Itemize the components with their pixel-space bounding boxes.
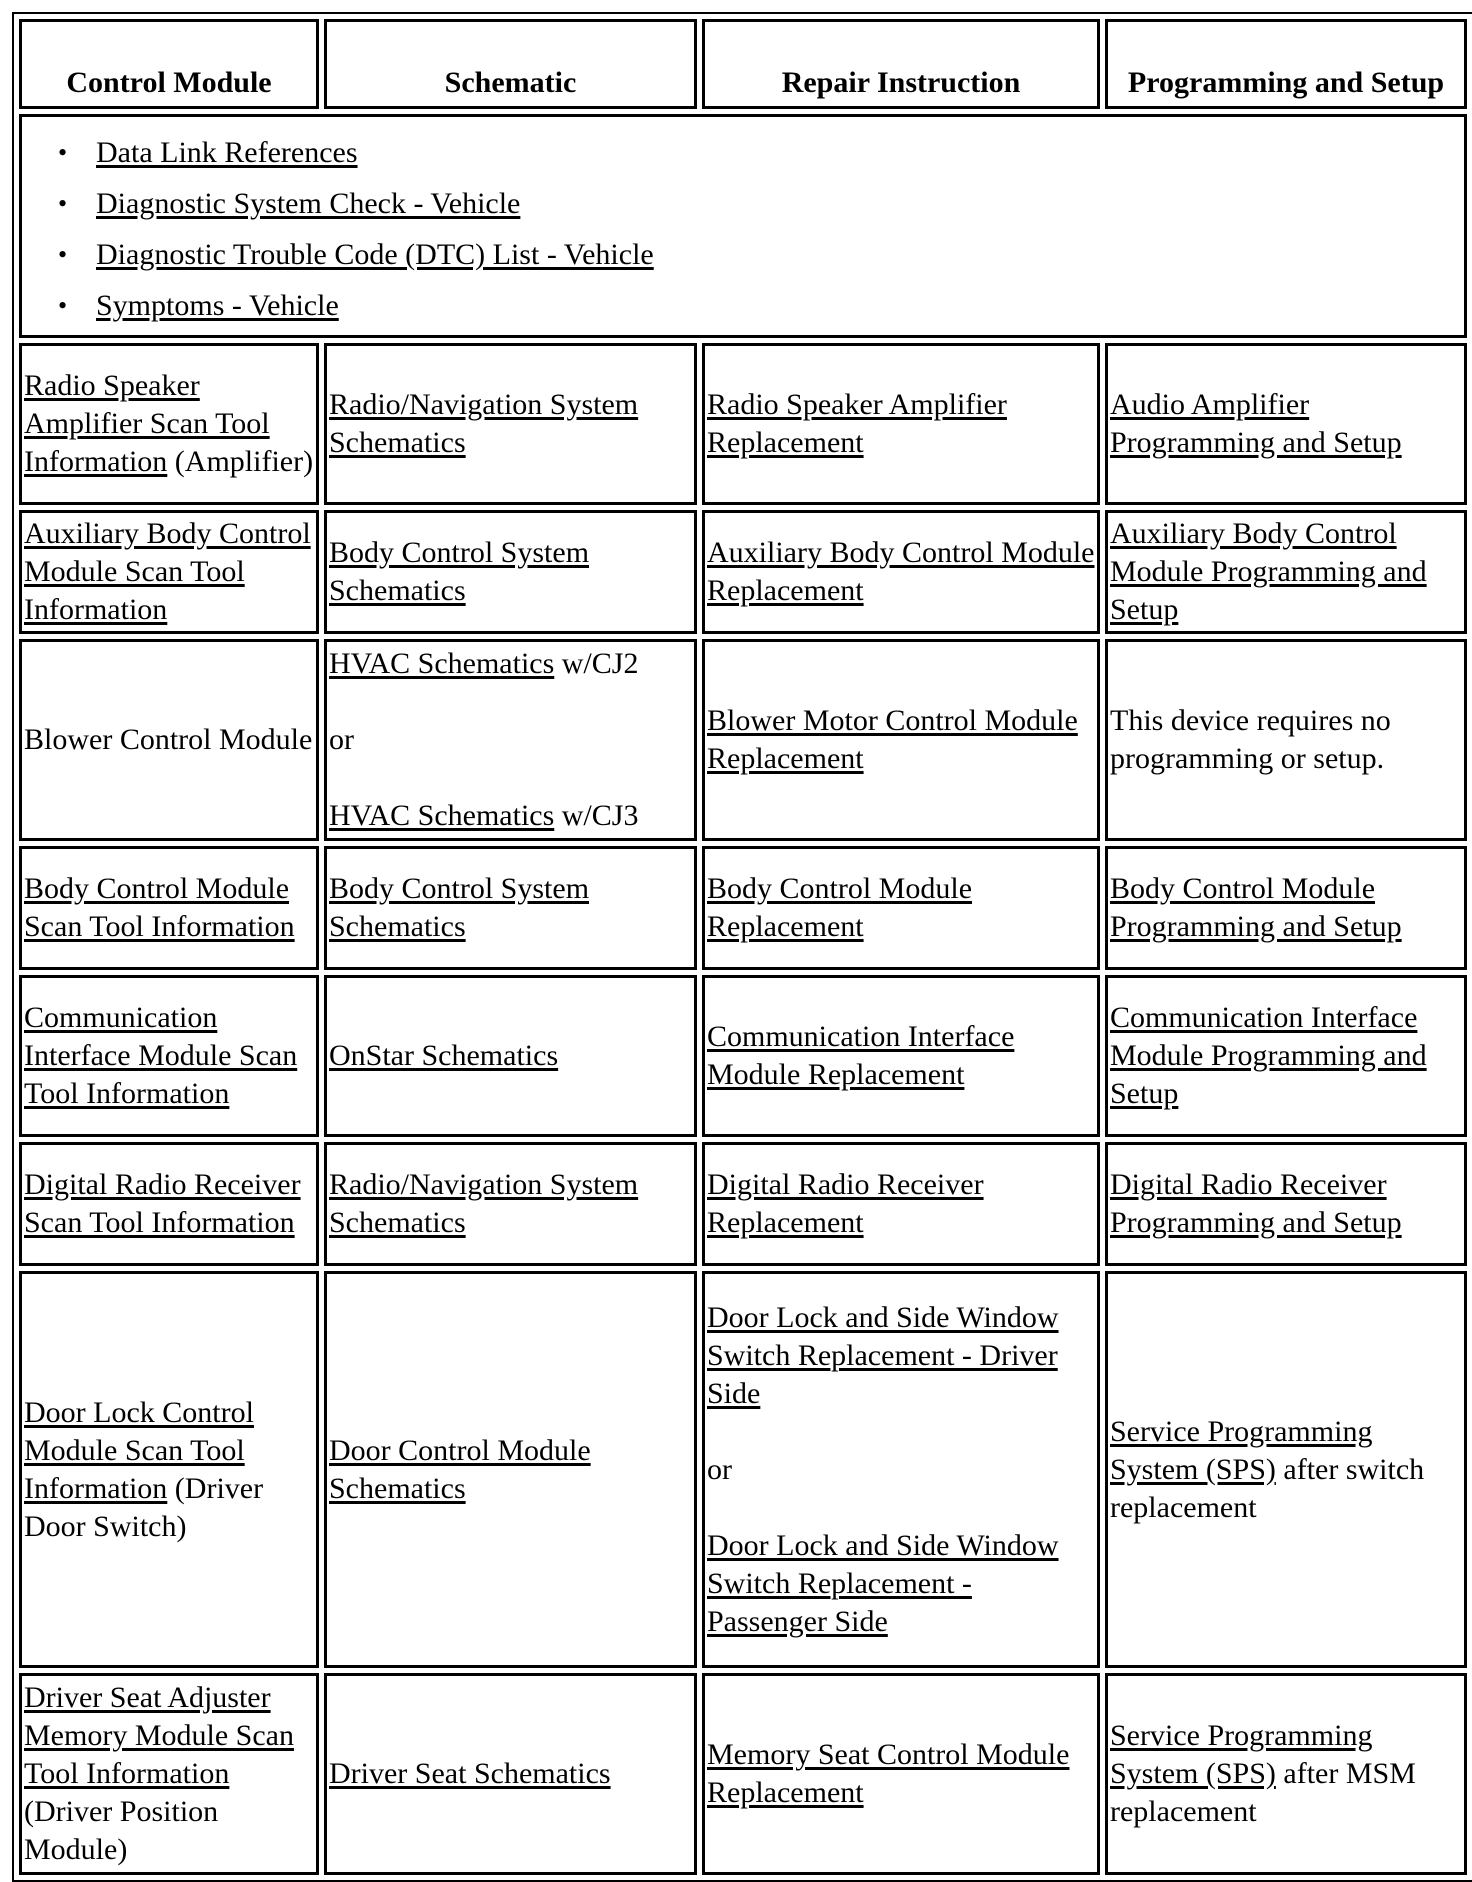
module-link[interactable]: Door Lock Control Module Scan Tool Information (24, 1395, 254, 1505)
symptoms-link[interactable]: Symptoms - Vehicle (96, 289, 339, 322)
repair-link[interactable]: Blower Motor Control Module Replacement (707, 704, 1078, 775)
module-cell (19, 343, 319, 505)
module-cell (19, 1142, 319, 1266)
bullet-icon: • (58, 189, 68, 218)
schematic-cell (324, 639, 697, 841)
reference-list (22, 117, 1464, 335)
spacer (329, 683, 692, 721)
list-item (60, 280, 1464, 331)
module-cell (19, 975, 319, 1137)
spacer (707, 1489, 1095, 1527)
table-row (19, 1673, 1467, 1875)
programming-link[interactable]: Digital Radio Receiver Programming and Setup (1110, 1168, 1402, 1239)
schematic-cell (324, 510, 697, 634)
programming-cell (1105, 975, 1467, 1137)
repair-link[interactable]: Body Control Module Replacement (707, 872, 973, 943)
table-row (19, 510, 1467, 634)
schematic-link[interactable]: Body Control System Schematics (329, 872, 590, 943)
programming-cell (1105, 639, 1467, 841)
programming-cell (1105, 343, 1467, 505)
repair-cell (702, 639, 1100, 841)
schematic-link[interactable]: HVAC Schematics (329, 799, 555, 832)
table-row (19, 975, 1467, 1137)
schematic-suffix: w/CJ3 (561, 799, 639, 832)
schematic-link[interactable]: HVAC Schematics (329, 647, 555, 680)
schematic-cell (324, 1673, 697, 1875)
header-schematic: Schematic (324, 19, 697, 109)
module-note: (Driver Position Module) (24, 1795, 219, 1866)
schematic-cell (324, 343, 697, 505)
schematic-link[interactable]: Body Control System Schematics (329, 536, 590, 607)
header-repair-instruction: Repair Instruction (702, 19, 1100, 109)
control-module-table (12, 12, 1472, 1882)
repair-link[interactable]: Memory Seat Control Module Replacement (707, 1738, 1070, 1809)
spacer (707, 1413, 1095, 1451)
module-link[interactable]: Radio Speaker Amplifier Scan Tool Information (24, 369, 270, 478)
header-control-module: Control Module (19, 19, 319, 109)
repair-link[interactable]: Auxiliary Body Control Module Replacement (707, 536, 1095, 607)
schematic-link[interactable]: Radio/Navigation System Schematics (329, 1168, 639, 1239)
repair-link[interactable]: Door Lock and Side Window Switch Replacement - Passenger Side (707, 1528, 1059, 1638)
list-item (60, 229, 1464, 280)
module-link[interactable]: Communication Interface Module Scan Tool Information (24, 1001, 298, 1110)
repair-cell (702, 846, 1100, 970)
programming-link[interactable]: Service Programming System (SPS) (1110, 1719, 1373, 1790)
module-note: (Amplifier) (174, 445, 314, 478)
repair-cell (702, 1673, 1100, 1875)
repair-cell (702, 510, 1100, 634)
module-link[interactable]: Auxiliary Body Control Module Scan Tool Information (24, 517, 311, 626)
table-row (19, 1271, 1467, 1668)
module-link[interactable]: Digital Radio Receiver Scan Tool Information (24, 1168, 301, 1239)
table-row (19, 343, 1467, 505)
schematic-link[interactable]: Radio/Navigation System Schematics (329, 388, 639, 459)
module-link[interactable]: Body Control Module Scan Tool Information (24, 872, 295, 943)
programming-cell (1105, 1271, 1467, 1668)
table-row (19, 639, 1467, 841)
repair-link[interactable]: Door Lock and Side Window Switch Replacement - Driver Side (707, 1300, 1059, 1410)
repair-or: or (707, 1452, 732, 1486)
programming-cell (1105, 846, 1467, 970)
bullet-icon: • (58, 291, 68, 320)
module-cell (19, 510, 319, 634)
schematic-link[interactable]: OnStar Schematics (329, 1039, 559, 1072)
module-cell (19, 1673, 319, 1875)
module-text: Blower Control Module (24, 723, 313, 756)
bullet-icon: • (58, 240, 68, 269)
module-cell (19, 846, 319, 970)
programming-link[interactable]: Body Control Module Programming and Setup (1110, 872, 1402, 943)
module-cell (19, 1271, 319, 1668)
schematic-cell (324, 846, 697, 970)
dtc-list-link[interactable]: Diagnostic Trouble Code (DTC) List - Vehicle (96, 238, 654, 271)
schematic-cell (324, 1142, 697, 1266)
programming-note: after MSM replacement (1110, 1757, 1416, 1828)
schematic-link[interactable]: Driver Seat Schematics (329, 1757, 611, 1790)
table-row (19, 1142, 1467, 1266)
module-note: (Driver Door Switch) (24, 1471, 264, 1543)
list-item (60, 178, 1464, 229)
repair-option-2 (707, 1527, 1095, 1641)
programming-text: This device requires no programming or setup. (1110, 704, 1391, 775)
repair-cell (702, 975, 1100, 1137)
header-row (19, 19, 1467, 109)
programming-note: after switch replacement (1110, 1452, 1425, 1524)
repair-cell (702, 1271, 1100, 1668)
references-row (19, 114, 1467, 338)
programming-link[interactable]: Audio Amplifier Programming and Setup (1110, 388, 1402, 459)
bullet-icon: • (58, 138, 68, 167)
schematic-cell (324, 975, 697, 1137)
repair-link[interactable]: Digital Radio Receiver Replacement (707, 1168, 984, 1239)
data-link-references-link[interactable]: Data Link References (96, 136, 358, 169)
spacer (329, 759, 692, 797)
schematic-option-2 (329, 797, 692, 835)
schematic-cell (324, 1271, 697, 1668)
module-link[interactable]: Driver Seat Adjuster Memory Module Scan Tool Information (24, 1681, 294, 1790)
programming-cell (1105, 510, 1467, 634)
header-programming-and-setup: Programming and Setup (1105, 19, 1467, 109)
repair-link[interactable]: Radio Speaker Amplifier Replacement (707, 388, 1007, 459)
programming-cell (1105, 1673, 1467, 1875)
diagnostic-system-check-link[interactable]: Diagnostic System Check - Vehicle (96, 187, 521, 220)
programming-cell (1105, 1142, 1467, 1266)
schematic-link[interactable]: Door Control Module Schematics (329, 1433, 591, 1505)
programming-link[interactable]: Auxiliary Body Control Module Programming and Setup (1110, 517, 1427, 626)
list-item (60, 127, 1464, 178)
table-row (19, 846, 1467, 970)
programming-link[interactable]: Communication Interface Module Programming and Setup (1110, 1001, 1427, 1110)
schematic-or: or (329, 723, 354, 756)
schematic-option-1 (329, 645, 692, 683)
repair-link[interactable]: Communication Interface Module Replacement (707, 1020, 1015, 1091)
schematic-suffix: w/CJ2 (561, 647, 639, 680)
references-cell (19, 114, 1467, 338)
module-cell (19, 639, 319, 841)
repair-cell (702, 343, 1100, 505)
document-page (12, 12, 1472, 1882)
programming-link[interactable]: Service Programming System (SPS) (1110, 1414, 1373, 1486)
repair-option-1 (707, 1299, 1095, 1413)
repair-cell (702, 1142, 1100, 1266)
